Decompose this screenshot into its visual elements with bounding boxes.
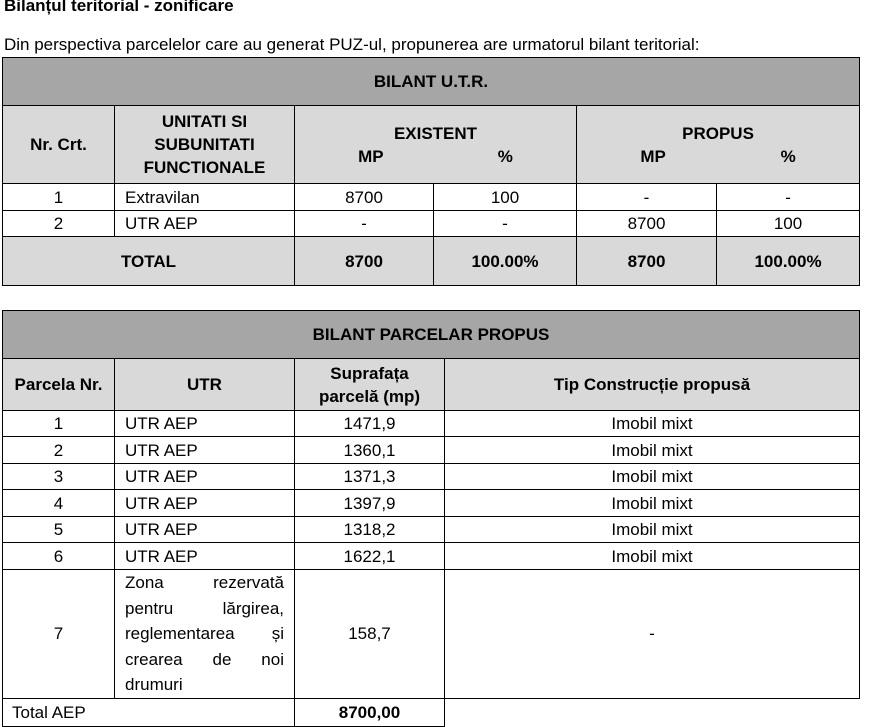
parcel-table-title: BILANT PARCELAR PROPUS [3,311,860,359]
parcel-nr: 7 [3,570,115,699]
row-unit: UTR AEP [115,211,295,237]
existent-pct-label: % [497,146,513,166]
parcel-utr-description: Zona rezervată pentru lărgirea, reglementarea și crearea de noi drumuri [115,570,295,699]
table-row [3,211,860,237]
parcel-area: 1318,2 [295,517,445,543]
total-label: TOTAL [3,237,295,286]
parcel-tip: Imobil mixt [445,517,860,543]
table-row [3,437,860,464]
parcel-tip: Imobil mixt [445,437,860,464]
total-row [3,698,860,726]
parcel-nr: 2 [3,437,115,464]
total-propus-mp: 8700 [577,237,717,286]
parcel-balance-table [2,310,860,727]
propus-label: PROPUS [682,123,754,143]
existent-label: EXISTENT [393,123,478,143]
utr-table-title: BILANT U.T.R. [3,58,860,106]
parcel-area: 158,7 [295,570,445,699]
parcel-nr: 6 [3,543,115,570]
parcel-tip: Imobil mixt [445,411,860,437]
row-existent-pct: - [434,211,577,237]
total-propus-pct: 100.00% [717,237,860,286]
parcel-area: 1397,9 [295,490,445,517]
utr-balance-table [2,57,860,286]
parcel-utr: UTR AEP [115,490,295,517]
header-utr: UTR [115,359,295,411]
row-existent-pct: 100 [434,184,577,211]
parcel-area: 1371,3 [295,464,445,490]
row-propus-pct: - [717,184,860,211]
row-propus-pct: 100 [717,211,860,237]
row-existent-mp: 8700 [295,184,434,211]
total-aep-label: Total AEP [3,698,295,726]
section-heading: Bilanțul teritorial - zonificare [4,0,234,15]
parcel-utr: UTR AEP [115,464,295,490]
parcel-tip: Imobil mixt [445,490,860,517]
header-existent [295,106,577,184]
row-propus-mp: 8700 [577,211,717,237]
parcel-utr: UTR AEP [115,437,295,464]
parcel-utr: UTR AEP [115,411,295,437]
row-propus-mp: - [577,184,717,211]
parcel-utr: UTR AEP [115,517,295,543]
header-tip-constructie: Tip Construcție propusă [445,359,860,411]
header-propus [577,106,860,184]
parcel-tip: - [445,570,860,699]
row-existent-mp: - [295,211,434,237]
parcel-utr: UTR AEP [115,543,295,570]
table-row [3,517,860,543]
parcel-nr: 5 [3,517,115,543]
header-suprafata: Suprafața parcelă (mp) [295,359,445,411]
header-parcela: Parcela Nr. [3,359,115,411]
parcel-tip: Imobil mixt [445,543,860,570]
table-row [3,464,860,490]
total-existent-mp: 8700 [295,237,434,286]
total-aep-area: 8700,00 [295,698,445,726]
parcel-area: 1471,9 [295,411,445,437]
parcel-nr: 3 [3,464,115,490]
parcel-tip: Imobil mixt [445,464,860,490]
header-unitati: UNITATI SI SUBUNITATI FUNCTIONALE [115,106,295,184]
parcel-nr: 4 [3,490,115,517]
total-row [3,237,860,286]
header-nr-crt: Nr. Crt. [3,106,115,184]
table-row [3,490,860,517]
row-nr: 2 [3,211,115,237]
table-row [3,543,860,570]
propus-mp-label: MP [640,146,666,166]
total-existent-pct: 100.00% [434,237,577,286]
propus-pct-label: % [780,146,796,166]
row-nr: 1 [3,184,115,211]
table-row [3,184,860,211]
existent-mp-label: MP [358,146,384,166]
row-unit: Extravilan [115,184,295,211]
parcel-area: 1622,1 [295,543,445,570]
parcel-area: 1360,1 [295,437,445,464]
table-row [3,411,860,437]
table-row [3,570,860,699]
intro-paragraph: Din perspectiva parcelelor care au generat PUZ-ul, propunerea are urmatorul bilant teritorial: [4,35,700,54]
parcel-nr: 1 [3,411,115,437]
